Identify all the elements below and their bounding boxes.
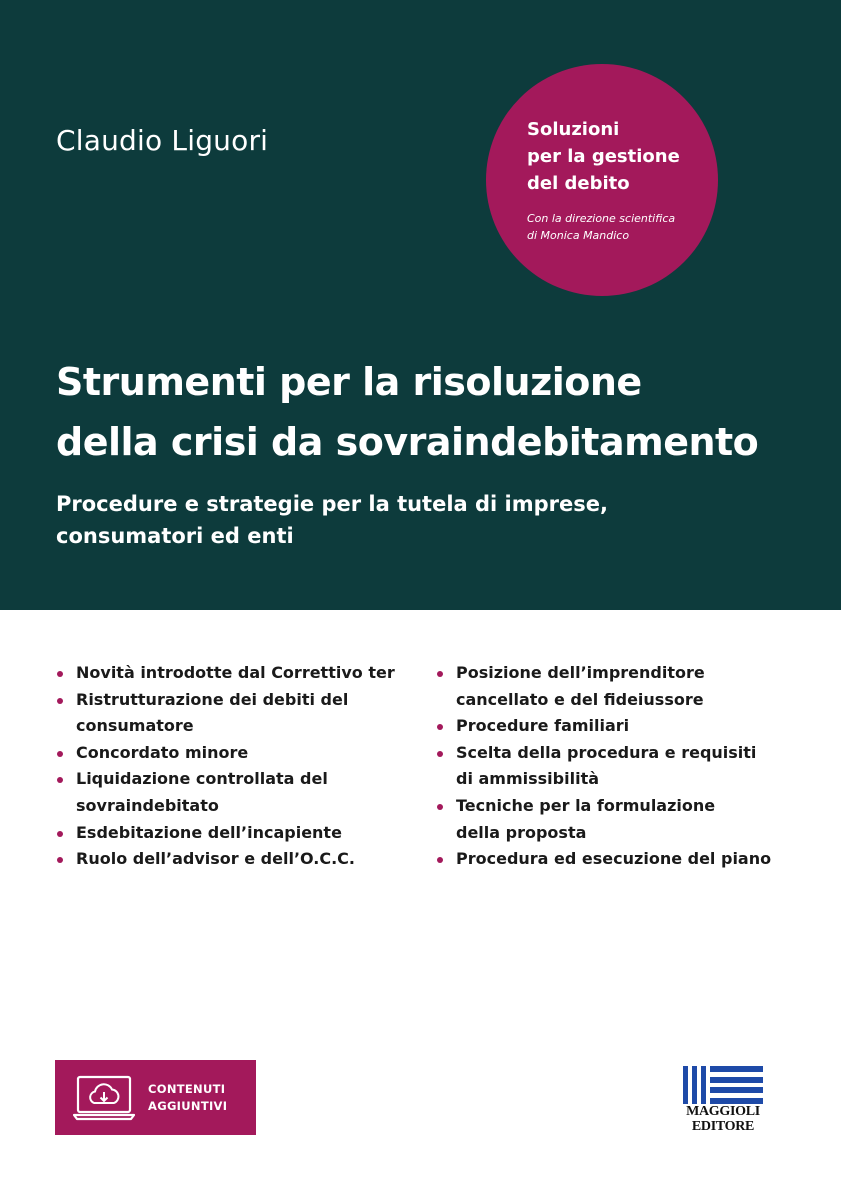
list-item — [56, 766, 416, 819]
maggioli-m-logo — [683, 1066, 763, 1104]
bullet-dot-icon — [57, 671, 63, 677]
list-item — [56, 687, 416, 740]
bullet-dot-icon — [437, 724, 443, 730]
additional-content-badge — [55, 1060, 256, 1135]
list-item-text: Esdebitazione dell’incapiente — [76, 822, 342, 842]
list-item — [56, 820, 416, 847]
book-title-line: della crisi da sovraindebitamento — [56, 420, 759, 464]
series-badge — [486, 64, 718, 296]
list-item-text: sovraindebitato — [76, 795, 219, 815]
author-name: Claudio Liguori — [56, 124, 269, 157]
bullet-dot-icon — [57, 751, 63, 757]
list-item — [436, 660, 796, 713]
list-item-text: di ammissibilità — [456, 769, 600, 789]
bullet-dot-icon — [437, 671, 443, 677]
topics-list-left — [56, 660, 416, 873]
series-direction — [527, 210, 707, 244]
series-title — [527, 116, 697, 197]
series-title-line: Soluzioni — [527, 119, 620, 140]
list-item-text: Procedura ed esecuzione del piano — [456, 849, 772, 869]
book-subtitle-line: Procedure e strategie per la tutela di imprese, — [56, 492, 608, 516]
list-item — [56, 740, 416, 767]
publisher-name — [680, 1104, 766, 1134]
series-direction-line: Con la direzione scientifica — [527, 212, 676, 225]
series-title-line: del debito — [527, 173, 630, 194]
list-item — [56, 846, 416, 873]
badge-label-line: CONTENUTI — [148, 1082, 226, 1096]
bullet-dot-icon — [437, 804, 443, 810]
list-item-text: consumatore — [76, 716, 194, 736]
publisher-name-line: MAGGIOLI — [686, 1104, 760, 1119]
bullet-dot-icon — [57, 698, 63, 704]
bullet-dot-icon — [57, 857, 63, 863]
list-item-text: Liquidazione controllata del — [76, 769, 328, 789]
bullet-dot-icon — [57, 777, 63, 783]
book-title-line: Strumenti per la risoluzione — [56, 360, 642, 404]
publisher-name-line: EDITORE — [691, 1119, 755, 1134]
cloud-download-laptop-icon — [73, 1073, 135, 1123]
list-item-text: Novità introdotte dal Correttivo ter — [76, 663, 395, 682]
topics-list-right — [436, 660, 796, 873]
list-item-text: Posizione dell’imprenditore — [456, 663, 705, 682]
list-item-text: Procedure familiari — [456, 716, 630, 736]
list-item-text: Ruolo dell’advisor e dell’O.C.C. — [76, 849, 355, 869]
list-item — [436, 793, 796, 846]
list-item-text: Scelta della procedura e requisiti — [456, 742, 757, 762]
book-subtitle — [56, 488, 816, 552]
list-item — [436, 846, 796, 873]
list-item-text: Ristrutturazione dei debiti del — [76, 689, 349, 709]
list-item — [436, 740, 796, 793]
list-item — [436, 713, 796, 740]
book-title — [56, 352, 816, 472]
list-item-text: Concordato minore — [76, 742, 249, 762]
bullet-dot-icon — [57, 831, 63, 837]
list-item-text: della proposta — [456, 822, 587, 842]
badge-label-line: AGGIUNTIVI — [148, 1099, 228, 1113]
bullet-dot-icon — [437, 751, 443, 757]
list-item-text: Tecniche per la formulazione — [456, 795, 716, 815]
publisher-logo — [680, 1066, 766, 1138]
list-item — [56, 660, 416, 687]
bullet-dot-icon — [437, 857, 443, 863]
book-subtitle-line: consumatori ed enti — [56, 524, 294, 548]
series-direction-line: di Monica Mandico — [527, 229, 630, 242]
series-title-line: per la gestione — [527, 146, 680, 167]
badge-label — [148, 1081, 227, 1115]
list-item-text: cancellato e del fideiussore — [456, 689, 704, 709]
